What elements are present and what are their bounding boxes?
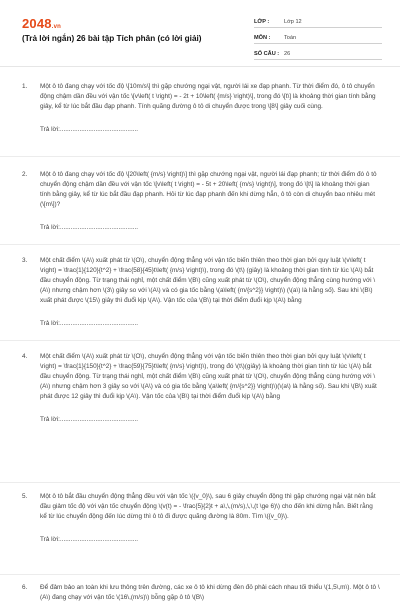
site-logo[interactable] <box>22 16 61 31</box>
page-title: (Trả lời ngắn) 26 bài tập Tích phân (có lời giải) <box>22 34 202 43</box>
answer-line: Trả lời:............................................ <box>40 320 139 327</box>
meta-row-class <box>254 16 382 28</box>
question-number: 3. <box>22 257 28 264</box>
answer-line: Trả lời:............................................ <box>40 416 139 423</box>
meta-value: Toán <box>284 35 297 41</box>
meta-label: MÔN : <box>254 35 271 41</box>
page-header <box>0 0 400 68</box>
question-number: 5. <box>22 493 28 500</box>
question-divider <box>0 340 400 341</box>
meta-label: SỐ CÂU : <box>254 51 280 57</box>
question-number: 2. <box>22 171 28 178</box>
question-text: Một chất điểm \(A\) xuất phát từ \(O\), chuyển động thẳng với vận tốc biến thiên theo thời gian bởi quy luật \(v\left( t \right) = \frac{1}{120}{t^2} + \frac{58}{45}t\left( {m/s} \right)\), trong đó \(t\) (giây) là khoảng thời gian tính từ lúc \(A\) bắt đầu chuyển động. Từ trạng thái nghỉ, một chất điểm \(B\) cũng xuất phát từ \(O\), chuyển động thẳng cùng hướng với \(A\) nhưng chậm hơn \(3\) giây so với \(A\) và có gia tốc bằng \(a\left( {m/{s^2}} \right)\) (\(a\) là hằng số). Sau khi \(B\) xuất phát được \(15\) giây thì đuổi kịp \(A\). Vận tốc của \(B\) tại thời điểm đuổi kịp \(A\) bằng <box>40 257 376 304</box>
question-number: 1. <box>22 83 28 90</box>
answer-line: Trả lời:............................................ <box>40 126 139 133</box>
meta-value: 26 <box>284 51 291 57</box>
question-text: Một ô tô đang chạy với tốc độ \[10m/s\] thì gặp chướng ngại vật, người lái xe đạp phanh. Từ thời điểm đó, ô tô chuyển động chậm dần đều với vận tốc \[v\left( t \right) = - 2t + 10\left( {m/s} \right)\], trong đó \[t\] là khoảng thời gian tính bằng giây, kể từ lúc bắt đầu đạp phanh. Tính quãng đường ô tô di chuyển được trong \[8\] giây cuối cùng. <box>40 83 376 110</box>
logo-suffix: .vn <box>51 24 62 30</box>
answer-line: Trả lời:............................................ <box>40 536 139 543</box>
question-text: Một chất điểm \(A\) xuất phát từ \(O\), chuyển động thẳng với vận tốc biến thiên theo thời gian bởi quy luật \(v\left( t \right) = \frac{1}{150}{t^2} + \frac{59}{75}t\left( {m/s} \right)\), trong đó \(t\)(giây) là khoảng thời gian tính từ lúc \(A\) bắt đầu chuyển động. Từ trạng thái nghỉ, một chất điểm \(B\) cũng xuất phát từ \(O\), chuyển động thẳng cùng hướng với \(A\) nhưng chậm hơn 3 giây so với \(A\) và có gia tốc bằng \(a\left( {m/{s^2}} \right)\)(\(a\) là hằng số). Sau khi \(B\) xuất phát được 12 giây thì đuổi kịp \(A\). Vận tốc của \(B\) tại thời điểm đuổi kịp \(A\) bằng <box>40 353 377 400</box>
question-text: Một ô tô bắt đầu chuyển động thẳng đều với vận tốc \({v_0}\), sau 6 giây chuyển động thì gặp chướng ngại vật nên bắt đầu giảm tốc độ với vận tốc chuyển động \(v(t) = - \frac{5}{2}t + a\,\,(m/s),\,\,(t \ge 6)\) cho đến khi dừng hẳn. Biết rằng kể từ lúc chuyển động đến lúc dừng thì ô tô đi được quãng đường là 80m. Tìm \({v_0}\). <box>40 493 376 520</box>
question-divider <box>0 482 400 483</box>
header-divider <box>0 66 400 67</box>
question-divider <box>0 244 400 245</box>
question-divider <box>0 156 400 157</box>
question-text: Một ô tô đang chạy với tốc độ \[20\left( {m/s} \right)\] thì gặp chướng ngại vật, người lái đạp phanh; từ thời điểm đó ô tô chuyển động chậm dần đều với vận tốc \[v\left( t \right) = - 5t + 20\left( {m/s} \right)\], trong đó \[t\] là khoảng thời gian tính bằng giây, kể từ lúc bắt đầu đạp phanh. Hỏi từ lúc đạp phanh đến khi dừng hẳn, ô tô còn di chuyển bao nhiêu mét (\[m\])? <box>40 171 377 208</box>
document-meta <box>254 16 382 64</box>
question-number: 6. <box>22 584 28 591</box>
answer-line: Trả lời:............................................ <box>40 224 139 231</box>
question-number: 4. <box>22 353 28 360</box>
meta-row-count <box>254 48 382 60</box>
meta-value: Lớp 12 <box>284 19 302 25</box>
meta-row-subject <box>254 32 382 44</box>
meta-label: LỚP : <box>254 19 270 25</box>
logo-text: 2048 <box>22 16 52 31</box>
question-text: Để đảm bảo an toàn khi lưu thông trên đường, các xe ô tô khi dừng đèn đỏ phải cách nhau tối thiểu \(1,5\,m\). Một ô tô \(A\) đang chạy với vận tốc \(16\,(m/s)\) bỗng gặp ô tô \(B\) <box>40 584 380 601</box>
question-divider <box>0 574 400 575</box>
